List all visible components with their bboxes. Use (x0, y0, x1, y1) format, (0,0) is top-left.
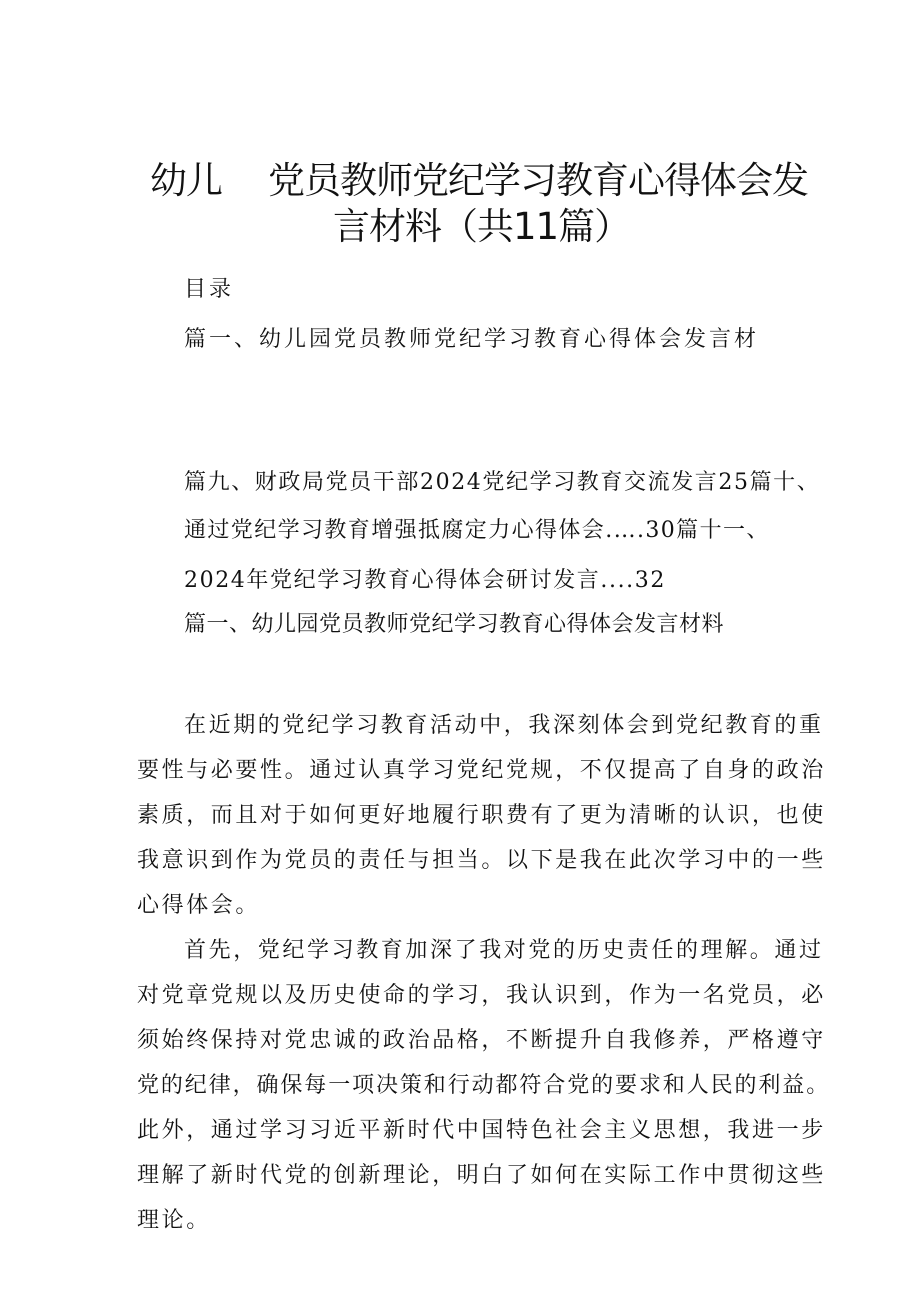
toc-entry: 通过党纪学习教育增强抵腐定力心得体会.….30篇十一、 (184, 518, 770, 543)
paragraph-line: 我意识到作为党员的责任与担当。以下是我在此次学习中的一些 (137, 848, 826, 873)
paragraph-line: 要性与必要性。通过认真学习党纪党规，不仅提高了自身的政治 (137, 758, 826, 783)
toc-entry: 篇一、幼儿园党员教师党纪学习教育心得体会发言材 (184, 327, 760, 352)
document-title-part1: 幼儿 (150, 159, 222, 202)
paragraph-line: 心得体会。 (137, 893, 261, 918)
paragraph-line: 对党章党规以及历史使命的学习，我认识到，作为一名党员，必 (137, 983, 826, 1008)
paragraph-line: 须始终保持对党忠诚的政治品格，不断提升自我修养，严格遵守 (137, 1028, 826, 1053)
toc-heading: 目录 (184, 277, 235, 302)
document-title-part2: 党员教师党纪学习教育心得体会发 (268, 159, 808, 202)
toc-entry: 2024年党纪学习教育心得体会研讨发言....32 (184, 568, 666, 593)
paragraph-line: 理解了新时代党的创新理论，明白了如何在实际工作中贯彻这些 (137, 1163, 826, 1188)
paragraph-line: 理论。 (137, 1208, 211, 1233)
document-title-line2: 言材料（共11篇） (333, 205, 631, 248)
section-heading: 篇一、幼儿园党员教师党纪学习教育心得体会发言材料 (184, 612, 725, 637)
paragraph-line: 党的纪律，确保每一项决策和行动都符合党的要求和人民的利益。 (137, 1073, 831, 1098)
paragraph-line: 在近期的党纪学习教育活动中，我深刻体会到党纪教育的重 (184, 713, 824, 738)
paragraph-line: 素质，而且对于如何更好地履行职费有了更为清晰的认识，也使 (137, 803, 826, 828)
toc-entry: 篇九、财政局党员干部2024党纪学习教育交流发言25篇十、 (184, 470, 821, 495)
paragraph-line: 此外，通过学习习近平新时代中国特色社会主义思想，我进一步 (137, 1118, 826, 1143)
paragraph-line: 首先，党纪学习教育加深了我对党的历史责任的理解。通过 (184, 938, 824, 963)
